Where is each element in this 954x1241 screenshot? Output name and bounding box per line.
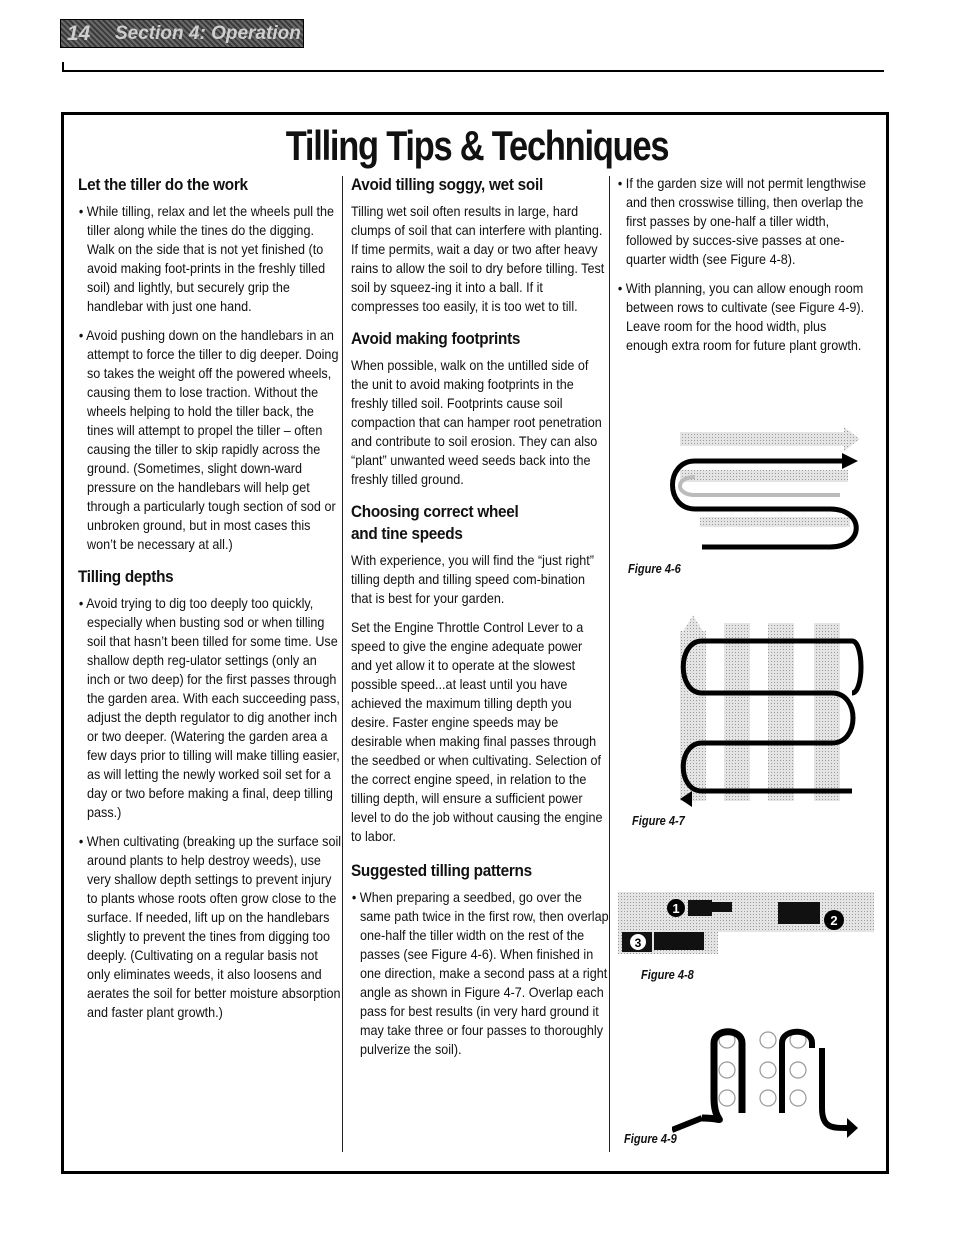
section-header-bar [60,19,304,48]
header-rule [62,70,884,72]
marker-1: 1 [672,901,680,916]
heading-tilling-depths: Tilling depths [78,567,174,586]
page-number: 14 [67,22,91,45]
heading-let-tiller-work: Let the tiller do the work [78,175,248,194]
paragraph: With experience, you will find the “just right” tilling depth and tilling speed com-bination that is best for your garden. [351,552,594,606]
paragraph: • When preparing a seedbed, go over the same path twice in the first row, then overlap one-half the tiller width on the rest of the passes (see Figure 4-6). When finished in one direction, make a second pass at a right angle as shown in Figure 4-7. Overlap each pass for best results (in very hard ground it may take three or four passes to thoroughly pulverize the soil). [351,889,609,1057]
figure-4-7-diagram [672,613,867,808]
column-2 [351,174,609,1069]
paragraph: • With planning, you can allow enough room between rows to cultivate (see Figure 4-9). Leave room for the hood width, plus enough extra room for future plant growth. [617,280,865,353]
figure-caption: Figure 4-6 [628,561,681,576]
paragraph: • While tilling, relax and let the wheels pull the tiller along while the tines do the digging. Walk on the side that is not yet finished (to avoid making foot-prints in the freshly tilled soil) and lightly, but securely grip the handlebar with just one hand. [78,203,335,314]
paragraph: When possible, walk on the untilled side of the unit to avoid making footprints in the freshly tilled soil. Footprints cause soil compaction that can hamper root penetration and contribute to soil erosion. They can also “plant” unwanted weed seeds back into the freshly tilled ground. [351,357,602,487]
section-title: Section 4: Operation [115,23,301,44]
heading-footprints: Avoid making footprints [351,329,521,348]
column-3 [617,174,867,365]
figure-caption: Figure 4-7 [632,813,685,828]
paragraph: • Avoid trying to dig too deeply too quickly, especially when busting sod or when tilling soil that hasn’t been tilled for some time. Use shallow depth reg-ulator settings (only an inch or two deep) for the first passes through the garden area. With each succeeding pass, adjust the depth regulator to dig another inch or two deeper. (Watering the garden area a few days prior to tilling will make tilling easier, as will letting the newly worked soil set for a day or two before making a final, deep tilling pass.) [78,595,340,820]
page-title: Tilling Tips & Techniques [285,122,669,169]
figure-4-6-diagram [670,425,870,560]
column-1 [78,174,342,1032]
heading-wheel-tine-speeds-line1: Choosing correct wheel [351,502,519,521]
marker-2: 2 [830,913,838,928]
figure-4-8-diagram [618,890,876,960]
heading-wheel-tine-speeds-line2: and tine speeds [351,524,463,543]
paragraph: Tilling wet soil often results in large, hard clumps of soil that can interfere with planting. If time permits, wait a day or two after heavy rains to allow the soil to dry before tilling. Test soil by squeez-ing it into a ball. If it compresses too easily, it is too wet to till. [351,203,605,314]
paragraph: • When cultivating (breaking up the surface soil around plants to help destroy weeds), use very shallow depth settings to prevent injury to plants whose roots often grow close to the surface. If needed, lift up on the handlebars slightly to prevent the tines from digging too deeply. (Cultivating on a regular basis not only eliminates weeds, it also loosens and aerates the soil for better moisture absorption and faster plant growth.) [78,833,342,1020]
paragraph: Set the Engine Throttle Control Lever to a speed to give the engine adequate power and yet allow it to operate at the slowest possible speed...at least until you have achieved the maximum tilling depth you desire. Faster engine speeds may be desirable when making final passes through the seedbed or when cultivating. Selection of the correct engine speed, in relation to the tilling depth, will ensure a sufficient power level to do the job without causing the engine to labor. [351,619,603,844]
figure-caption: Figure 4-9 [624,1131,677,1146]
column-divider [342,176,343,1152]
column-divider [609,176,610,1152]
figure-4-9-diagram [672,1018,867,1143]
marker-3: 3 [634,936,642,950]
paragraph: • If the garden size will not permit lengthwise and then crosswise tilling, then overlap the first passes by one-half a tiller width, followed by succes-sive passes at one-quarter width (see Figure 4-8). [617,175,867,267]
heading-tilling-patterns: Suggested tilling patterns [351,861,532,880]
paragraph: • Avoid pushing down on the handlebars in an attempt to force the tiller to dig deeper. Doing so takes the weight off the powered wheels, causing them to lose traction. Without the wheels helping to hold the tiller back, the tines will attempt to propel the tiller – often causing the tiller to skip rapidly across the ground. (Sometimes, slight down-ward pressure on the handlebars will help get through a particularly tough section of sod or unbroken ground, but in most cases this won’t be necessary at all.) [78,327,339,552]
heading-soggy-soil: Avoid tilling soggy, wet soil [351,175,543,194]
figure-caption: Figure 4-8 [641,967,694,982]
